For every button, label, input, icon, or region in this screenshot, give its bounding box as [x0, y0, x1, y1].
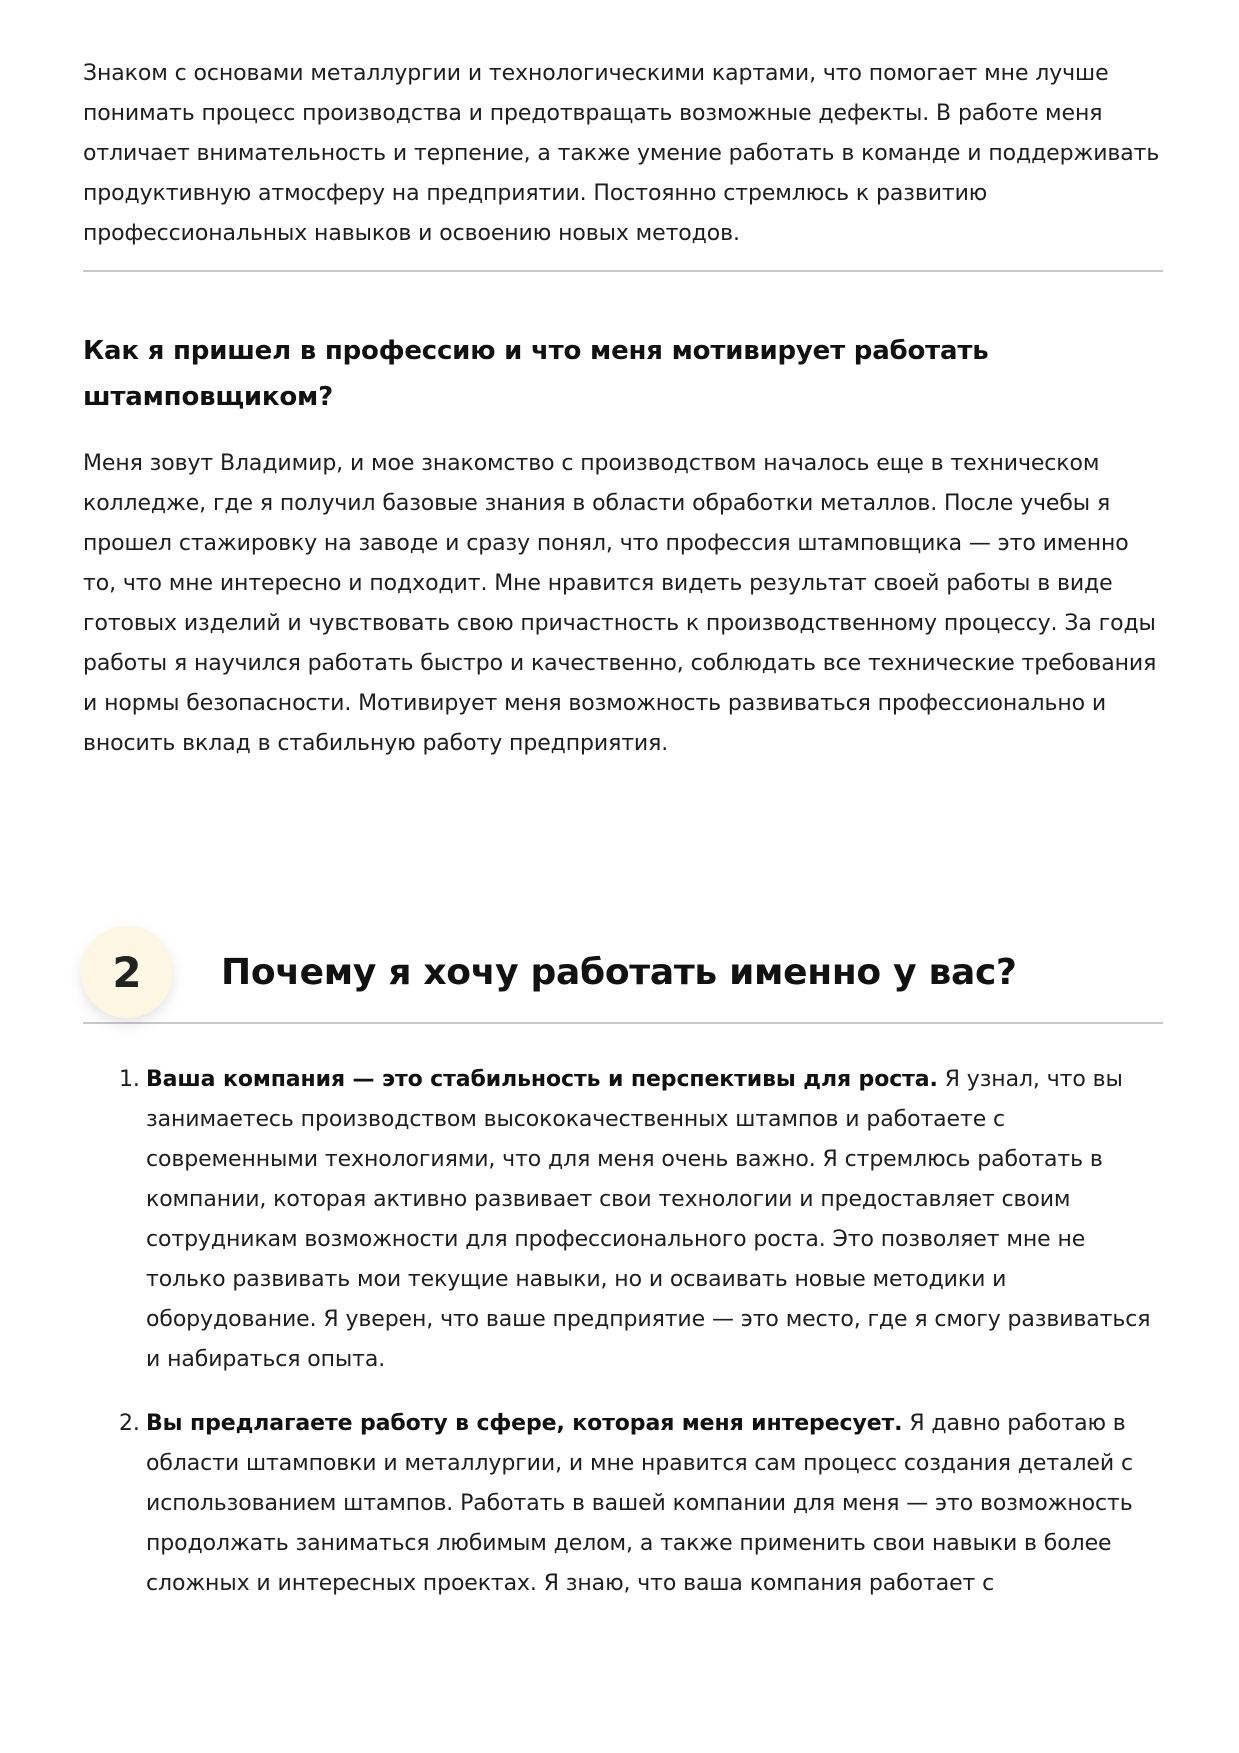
- section-header: [83, 922, 1163, 1022]
- page-content: [83, 54, 1163, 1604]
- reasons-list: [83, 1060, 1163, 1604]
- section-divider: [83, 270, 1163, 272]
- section-title-divider: [83, 1022, 1163, 1024]
- reason-text: Я давно работаю в области штамповки и металлургии, и мне нравится сам процесс создания деталей с использованием штампов. Работать в вашей компании для меня — это возможность продолжать заниматься любимым делом, а также применить свои навыки в более сложных и интересных проектах. Я знаю, что ваша компания работает с: [146, 1411, 1133, 1596]
- reason-title: Вы предлагаете работу в сфере, которая меня интересует.: [146, 1411, 903, 1436]
- intro-paragraph: Знаком с основами металлургии и технологическими картами, что помогает мне лучше понимать процесс производства и предотвращать возможные дефекты. В работе меня отличает внимательность и терпение, а также умение работать в команде и поддерживать продуктивную атмосферу на предприятии. Постоянно стремлюсь к развитию профессиональных навыков и освоению новых методов.: [83, 61, 1160, 246]
- reason-item: [83, 1404, 1163, 1604]
- section-title: Почему я хочу работать именно у вас?: [221, 951, 1017, 993]
- story-heading: Как я пришел в профессию и что меня мотивирует работать штамповщиком?: [83, 336, 989, 412]
- reason-text: Я узнал, что вы занимаетесь производством высококачественных штампов и работаете с современными технологиями, что для меня очень важно. Я стремлюсь работать в компании, которая активно развивает свои технологии и предоставляет своим сотрудникам возможности для профессионального роста. Это позволяет мне не только развивать мои текущие навыки, но и осваивать новые методики и оборудование. Я уверен, что ваше предприятие — это место, где я смогу развиваться и набираться опыта.: [146, 1067, 1151, 1372]
- section-number-badge: 2: [81, 926, 173, 1018]
- reason-item: [83, 1060, 1163, 1380]
- reason-number: 1.: [119, 1067, 140, 1092]
- story-paragraph: Меня зовут Владимир, и мое знакомство с производством началось еще в техническом колледже, где я получил базовые знания в области обработки металлов. После учебы я прошел стажировку на заводе и сразу понял, что профессия штамповщика — это именно то, что мне интересно и подходит. Мне нравится видеть результат своей работы в виде готовых изделий и чувствовать свою причастность к производственному процессу. За годы работы я научился работать быстро и качественно, соблюдать все технические требования и нормы безопасности. Мотивирует меня возможность развиваться профессионально и вносить вклад в стабильную работу предприятия.: [83, 451, 1157, 756]
- reason-number: 2.: [119, 1411, 140, 1436]
- reason-title: Ваша компания — это стабильность и перспективы для роста.: [146, 1067, 938, 1092]
